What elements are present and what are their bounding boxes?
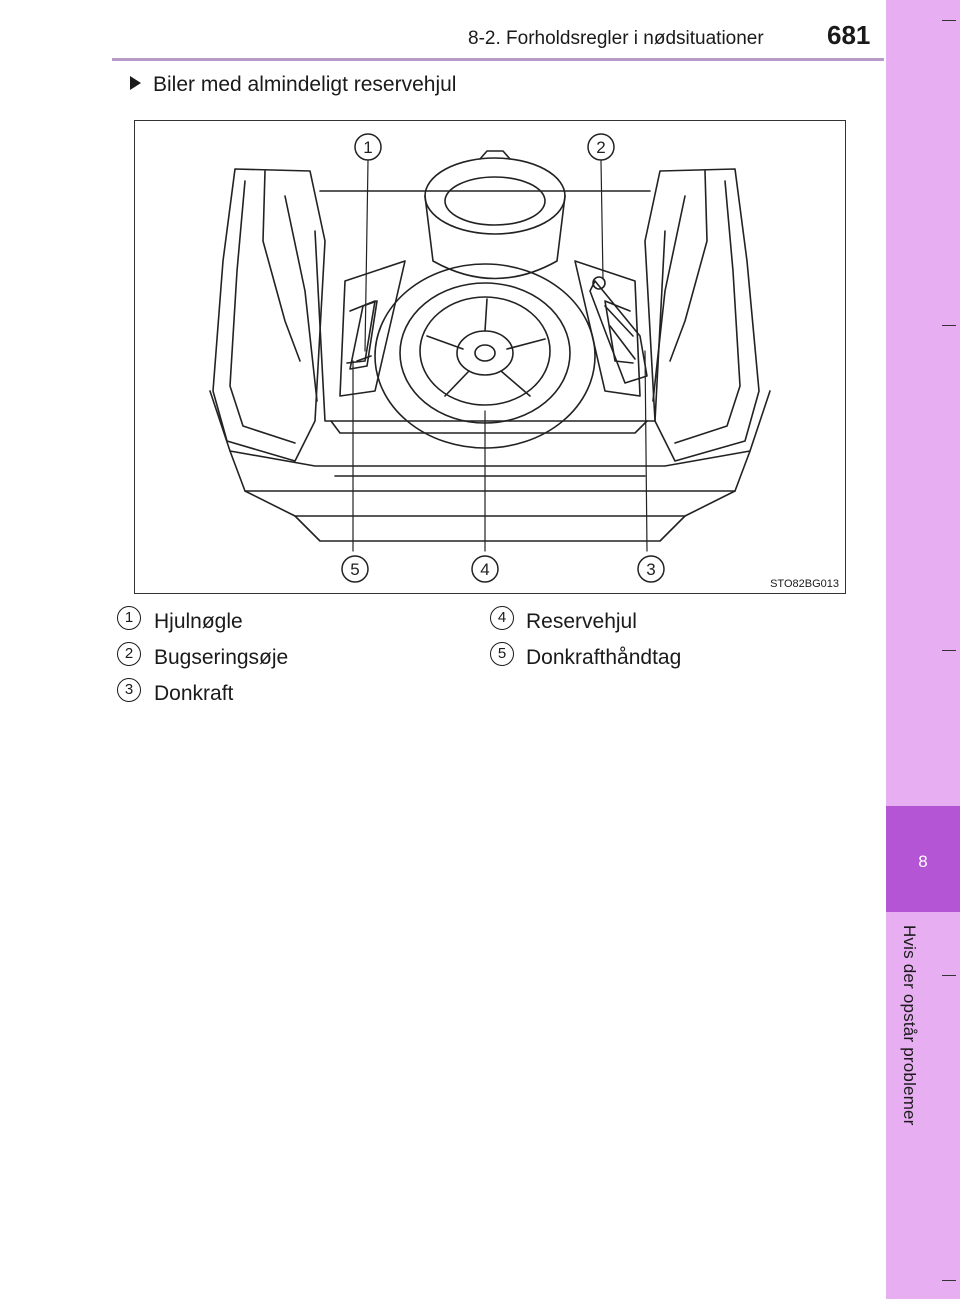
triangle-bullet-icon: [130, 76, 141, 90]
legend-item-wheel-wrench: Hjulnøgle: [154, 610, 243, 633]
crop-mark: [942, 1280, 956, 1281]
legend-badge-5: 5: [490, 642, 514, 666]
callout-2-label: 2: [596, 138, 606, 157]
spare-tire-illustration: [134, 120, 846, 594]
crop-mark: [942, 650, 956, 651]
legend-badge-4: 4: [490, 606, 514, 630]
legend-item-jack-handle: Donkrafthåndtag: [526, 646, 682, 669]
legend-badge-1: 1: [117, 606, 141, 630]
crop-mark: [942, 20, 956, 21]
section-heading-text: Biler med almindeligt reservehjul: [153, 73, 457, 96]
callout-1-label: 1: [363, 138, 373, 157]
chapter-title: Hvis der opstår problemer: [900, 925, 919, 1126]
crop-mark: [942, 975, 956, 976]
legend-item-towing-eyelet: Bugseringsøje: [154, 646, 289, 669]
page-number: 681: [827, 20, 871, 50]
chapter-number: 8: [918, 852, 928, 871]
legend-item-spare-tire: Reservehjul: [526, 610, 637, 633]
header-divider: [112, 58, 884, 61]
figure-code: STO82BG013: [770, 578, 839, 590]
running-header: 8-2. Forholdsregler i nødsituationer: [468, 28, 764, 49]
callout-4-label: 4: [480, 560, 490, 579]
crop-mark: [942, 325, 956, 326]
trunk-drawing: [135, 121, 845, 593]
callout-3-label: 3: [646, 560, 656, 579]
legend-item-jack: Donkraft: [154, 682, 234, 705]
legend-badge-2: 2: [117, 642, 141, 666]
chapter-tab[interactable]: [886, 806, 960, 912]
callout-5-label: 5: [350, 560, 360, 579]
section-heading: [130, 73, 456, 97]
legend-badge-3: 3: [117, 678, 141, 702]
